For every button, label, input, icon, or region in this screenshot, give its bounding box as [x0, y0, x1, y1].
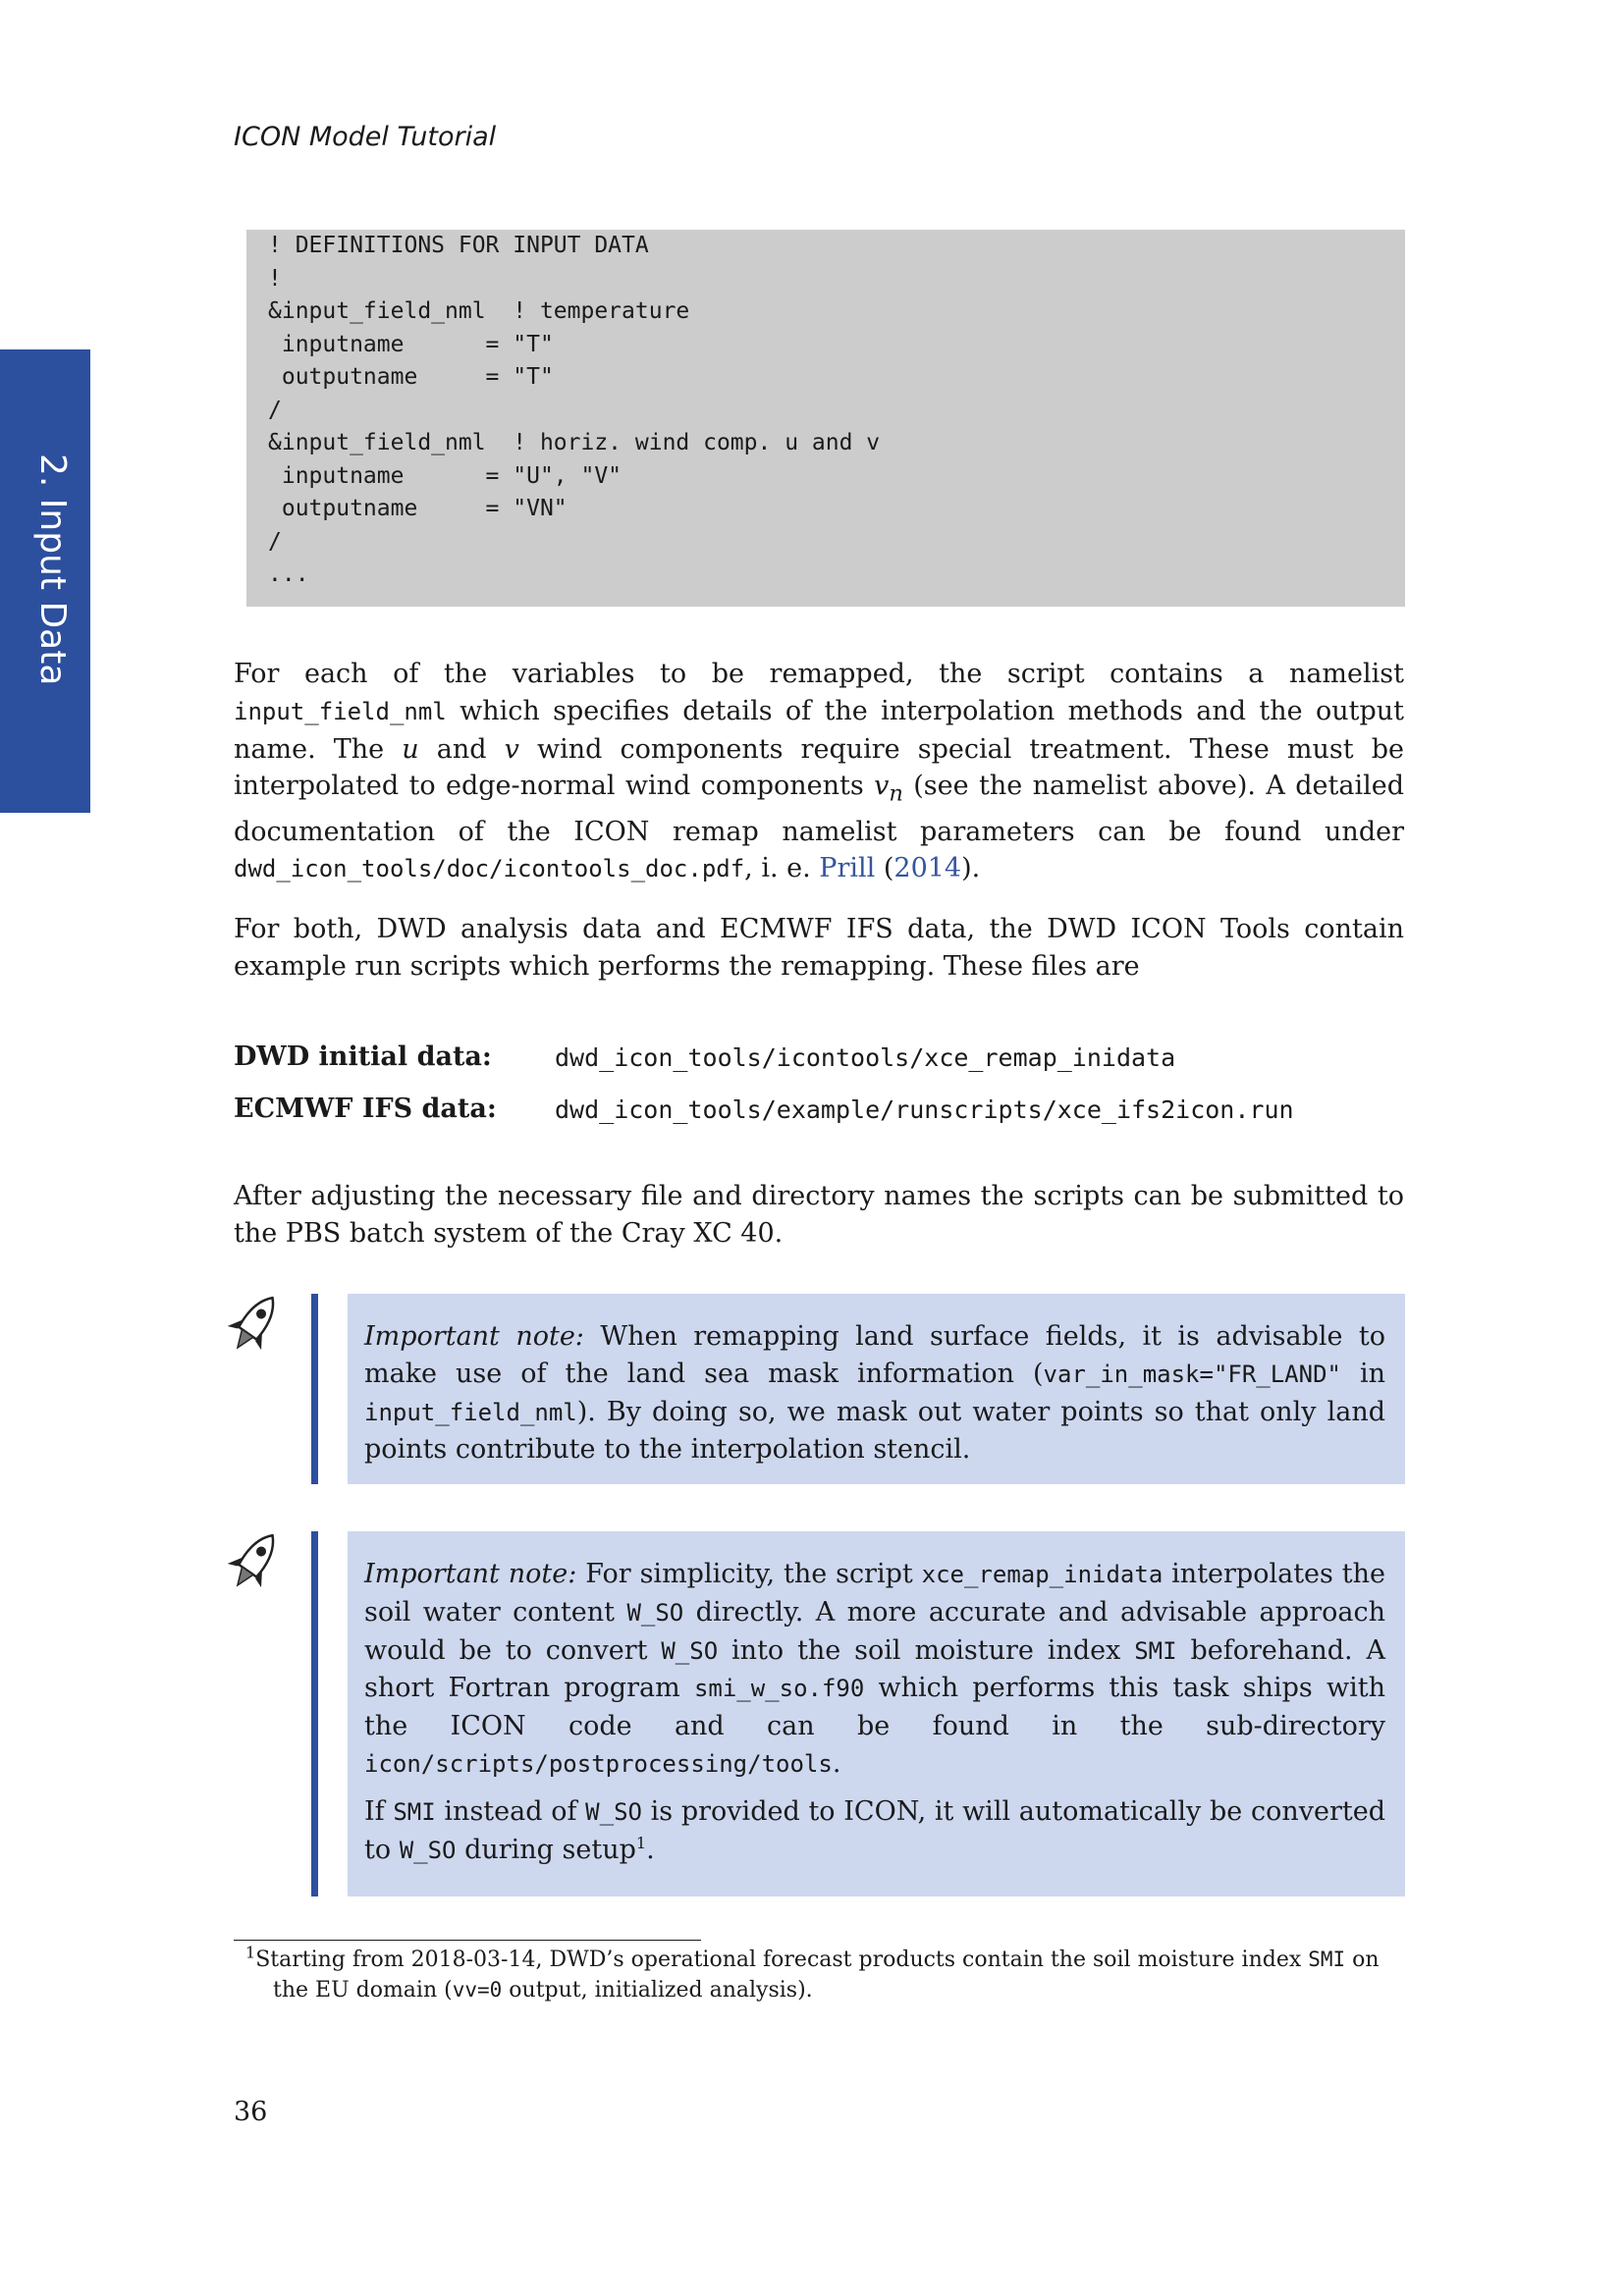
code-tools-directory: icon/scripts/postprocessing/tools	[364, 1749, 833, 1778]
code-smi: SMI	[1134, 1636, 1177, 1665]
code-line: inputname = "T"	[268, 331, 554, 357]
text-run: on	[1345, 1948, 1380, 1972]
citation-author-link[interactable]: Prill	[819, 853, 876, 884]
namelist-code-block	[246, 230, 1405, 607]
text-run: output, initialized analysis).	[502, 1978, 813, 2002]
note-1-bar	[311, 1294, 318, 1484]
text-run: during setup	[456, 1834, 636, 1865]
text-run: , i. e.	[744, 853, 820, 884]
file-list-path-ecmwf: dwd_icon_tools/example/runscripts/xce_ifs2icon.run	[555, 1095, 1294, 1124]
text-run: which performs this task ships with the ICON code and can be found in the sub-directory	[364, 1673, 1385, 1742]
text-run: For each of the variables to be remapped, the script contains a namelist	[234, 659, 1404, 689]
code-script-name: xce_remap_inidata	[921, 1561, 1164, 1588]
footnote-marker: 1	[245, 1943, 256, 1962]
note-1-box	[348, 1294, 1405, 1484]
text-run: interpolates the soil water content	[364, 1559, 1385, 1628]
text-run: beforehand. A short Fortran program	[364, 1634, 1385, 1704]
text-run: instead of	[435, 1795, 586, 1827]
file-list-term-ecmwf: ECMWF IFS data:	[234, 1094, 497, 1124]
text-run: For simplicity, the script	[576, 1559, 922, 1589]
text-run: is provided to ICON, it will automatically be converted to	[364, 1795, 1385, 1865]
text-run: .	[832, 1747, 841, 1779]
math-vn-base: v	[874, 771, 890, 802]
paragraph-input-field-nml	[234, 656, 1404, 888]
note-1-lead: Important note:	[364, 1321, 584, 1352]
code-doc-path: dwd_icon_tools/doc/icontools_doc.pdf	[234, 855, 745, 883]
text-run: ). By doing so, we mask out water points so that only land points contribute to the interpolation stencil.	[364, 1396, 1385, 1466]
code-input-field-nml: input_field_nml	[234, 697, 447, 725]
code-input-field-nml: input_field_nml	[364, 1398, 577, 1426]
footnote-line-2	[245, 1975, 1404, 2005]
paragraph-pbs-submission: After adjusting the necessary file and directory names the scripts can be submitted to the PBS batch system of the Cray XC 40.	[234, 1181, 1404, 1249]
text-run: directly. A more accurate and advisable approach would be to convert	[364, 1596, 1385, 1666]
chapter-side-tab-label: 2. Input Data	[32, 454, 73, 686]
code-w-so: W_SO	[626, 1598, 684, 1627]
note-1-text	[364, 1318, 1385, 1468]
code-line: /	[268, 528, 282, 555]
footnote-reference-link[interactable]: 1	[635, 1833, 647, 1852]
text-run: If	[364, 1795, 394, 1827]
text-run: in	[1340, 1358, 1386, 1389]
text-run: (see the namelist above). A detailed documentation of the ICON remap namelist parameters can be found under	[234, 771, 1404, 847]
code-line: outputname = "VN"	[268, 496, 568, 521]
note-2-paragraph-1	[364, 1556, 1385, 1784]
footnote-line-1	[245, 1945, 1404, 1975]
text-run: ).	[961, 853, 981, 884]
math-vn	[874, 771, 903, 807]
math-v: v	[504, 733, 519, 765]
code-line: ! DEFINITIONS FOR INPUT DATA	[268, 233, 649, 258]
text-run: When remapping land surface fields, it is advisable to make use of the land sea mask information (	[364, 1321, 1385, 1389]
page-number: 36	[234, 2097, 268, 2127]
text-run: which specifies details of the interpolation methods and the output name. The	[234, 695, 1404, 765]
math-u: u	[402, 733, 419, 765]
code-line: &input_field_nml ! horiz. wind comp. u and v	[268, 430, 881, 455]
code-w-so: W_SO	[661, 1636, 719, 1665]
code-smi: SMI	[393, 1797, 436, 1826]
code-line: !	[268, 265, 282, 292]
footnote-rule	[234, 1940, 701, 1941]
code-line: outputname = "T"	[268, 364, 554, 390]
text-run: .	[646, 1834, 655, 1865]
code-w-so: W_SO	[585, 1797, 642, 1826]
code-line: &input_field_nml ! temperature	[268, 298, 690, 324]
text-run: wind components require special treatment. These must be interpolated to edge-normal wind components	[234, 733, 1404, 802]
code-var-in-mask: var_in_mask="FR_LAND"	[1043, 1360, 1341, 1388]
text-run: Starting from 2018-03-14, DWD’s operational forecast products contain the soil moisture index	[255, 1948, 1309, 1972]
code-w-so: W_SO	[399, 1836, 457, 1864]
note-2-lead: Important note:	[364, 1559, 577, 1589]
math-vn-subscript: n	[889, 780, 903, 807]
code-vv0: vv=0	[452, 1978, 503, 2002]
note-2-box	[348, 1531, 1405, 1896]
note-2-bar	[311, 1531, 318, 1896]
paragraph-example-scripts: For both, DWD analysis data and ECMWF IFS data, the DWD ICON Tools contain example run scripts which performs the remapping. These files are	[234, 914, 1404, 982]
code-line: ...	[268, 561, 309, 587]
text-run: (	[875, 853, 894, 884]
text-run: the EU domain (	[273, 1978, 453, 2002]
note-2-paragraph-2	[364, 1793, 1385, 1870]
code-line: /	[268, 397, 282, 423]
text-run: into the soil moisture index	[718, 1634, 1135, 1666]
code-line: inputname = "U", "V"	[268, 462, 623, 489]
rocket-icon	[224, 1288, 283, 1362]
code-fortran-program: smi_w_so.f90	[693, 1675, 865, 1703]
running-head: ICON Model Tutorial	[234, 122, 497, 152]
rocket-icon	[224, 1525, 283, 1600]
file-list-term-dwd: DWD initial data:	[234, 1041, 492, 1072]
file-list-path-dwd: dwd_icon_tools/icontools/xce_remap_inidata	[555, 1043, 1176, 1072]
text-run: and	[418, 733, 505, 765]
code-smi: SMI	[1308, 1948, 1346, 1971]
footnote	[245, 1945, 1404, 2005]
citation-year-link[interactable]: 2014	[893, 853, 962, 884]
